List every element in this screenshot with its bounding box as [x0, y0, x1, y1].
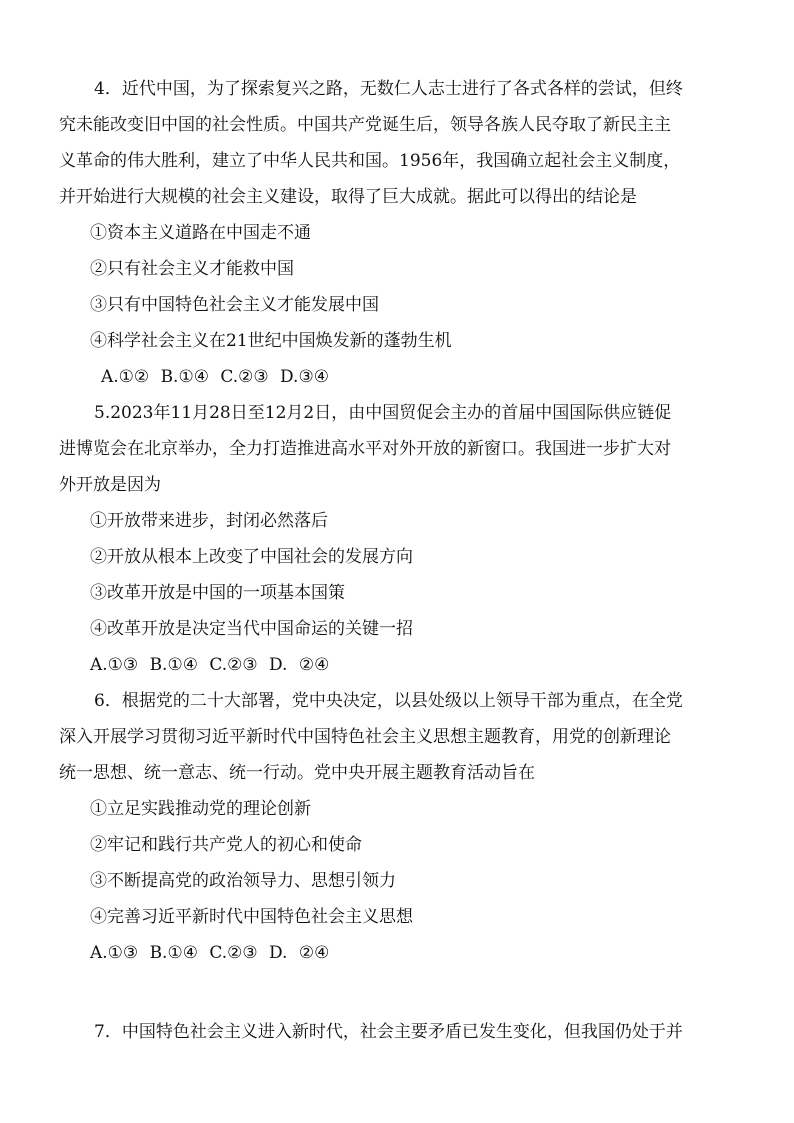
question-6-option-2: ②牢记和践行共产党人的初心和使命 [90, 835, 362, 855]
question-4-stem-line-3: 义革命的伟大胜利，建立了中华人民共和国。1956年，我国确立起社会主义制度， [59, 151, 681, 171]
question-5-answer-choices: A.①③ B.①④ C.②③ D. ②④ [90, 655, 330, 675]
question-5-option-4: ④改革开放是决定当代中国命运的关键一招 [90, 619, 413, 639]
question-5-option-2: ②开放从根本上改变了中国社会的发展方向 [90, 547, 413, 567]
question-6-stem-line-2: 深入开展学习贯彻习近平新时代中国特色社会主义思想主题教育，用党的创新理论 [59, 727, 671, 747]
question-4-option-4: ④科学社会主义在21世纪中国焕发新的蓬勃生机 [90, 331, 452, 351]
question-6-option-1: ①立足实践推动党的理论创新 [90, 799, 311, 819]
question-4-stem-line-2: 究未能改变旧中国的社会性质。中国共产党诞生后，领导各族人民夺取了新民主主 [59, 115, 671, 135]
question-5-option-3: ③改革开放是中国的一项基本国策 [90, 583, 345, 603]
question-5-stem-line-2: 进博览会在北京举办，全力打造推进高水平对外开放的新窗口。我国进一步扩大对 [59, 439, 671, 459]
question-7-stem-line-1: 7．中国特色社会主义进入新时代，社会主要矛盾已发生变化，但我国仍处于并 [94, 1022, 683, 1042]
question-5-stem-line-1: 5.2023年11月28日至12月2日，由中国贸促会主办的首届中国国际供应链促 [94, 403, 672, 423]
question-5-option-1: ①开放带来进步，封闭必然落后 [90, 511, 328, 531]
question-4-stem-line-1: 4．近代中国，为了探索复兴之路，无数仁人志士进行了各式各样的尝试，但终 [94, 79, 683, 99]
question-6-answer-choices: A.①③ B.①④ C.②③ D. ②④ [90, 943, 330, 963]
question-5-stem-line-3: 外开放是因为 [59, 475, 161, 495]
question-6-stem-line-3: 统一思想、统一意志、统一行动。党中央开展主题教育活动旨在 [59, 763, 535, 783]
question-4-stem-line-4: 并开始进行大规模的社会主义建设，取得了巨大成就。据此可以得出的结论是 [59, 187, 637, 207]
question-6-stem-line-1: 6．根据党的二十大部署，党中央决定，以县处级以上领导干部为重点，在全党 [94, 691, 683, 711]
question-6-option-4: ④完善习近平新时代中国特色社会主义思想 [90, 907, 413, 927]
question-6-option-3: ③不断提高党的政治领导力、思想引领力 [90, 871, 396, 891]
question-4-option-1: ①资本主义道路在中国走不通 [90, 223, 311, 243]
question-4-option-2: ②只有社会主义才能救中国 [90, 259, 294, 279]
question-4-answer-choices: A.①② B.①④ C.②③ D.③④ [101, 367, 329, 387]
question-4-option-3: ③只有中国特色社会主义才能发展中国 [90, 295, 379, 315]
